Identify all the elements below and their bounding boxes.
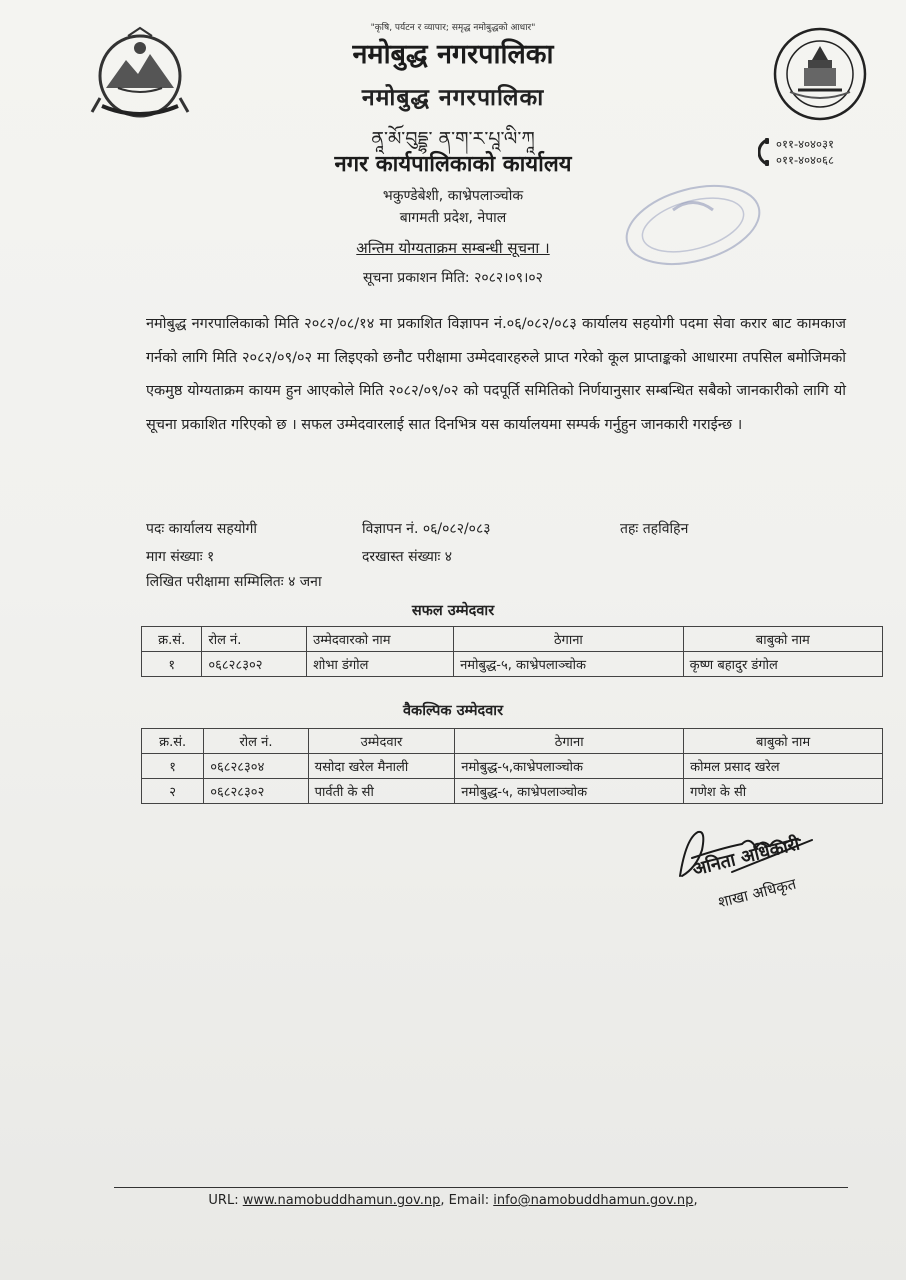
cell-roll: ०६८२८३०४ — [204, 754, 308, 779]
col-father: बाबुको नाम — [683, 627, 882, 652]
cell-father: गणेश के सी — [684, 779, 883, 804]
address-line-1: भकुण्डेबेशी, काभ्रेपलाञ्चोक — [382, 188, 524, 204]
office-title: नगर कार्यपालिकाको कार्यालय — [334, 152, 572, 177]
cell-name: शोभा डंगोल — [307, 652, 454, 677]
publish-date: सूचना प्रकाशन मिति: २०८२।०९।०२ — [363, 270, 543, 286]
col-serial: क्र.सं. — [142, 627, 202, 652]
signatory-name: अनिता अधिकारी — [690, 833, 802, 881]
cell-roll: ०६८२८३०२ — [204, 779, 308, 804]
alternate-table — [141, 728, 883, 804]
col-father: बाबुको नाम — [684, 729, 883, 754]
signatory-title: शाखा अधिकृत — [716, 874, 798, 912]
footer-url-label: URL: — [208, 1193, 243, 1208]
col-serial: क्र.सं. — [142, 729, 204, 754]
cell-father: कृष्ण बहादुर डंगोल — [683, 652, 882, 677]
cell-father: कोमल प्रसाद खरेल — [684, 754, 883, 779]
municipality-title-newari: नमोबुद्ध नगरपालिका — [361, 85, 545, 111]
post-label: पदः कार्यालय सहयोगी — [146, 521, 258, 537]
col-roll: रोल नं. — [202, 627, 307, 652]
notice-body: नमोबुद्ध नगरपालिकाको मिति २०८२/०८/१४ मा प्रकाशित विज्ञापन नं.०६/०८२/०८३ कार्यालय सहयोगी पदमा सेवा करार बाट कामकाज गर्नको लागि मिति २०८२/०९/०२ मा लिइएको छनौट परीक्षामा उम्मेदवारहरुले प्राप्त गरेको कूल प्राप्ताङ्कको आधारमा तपसिल बमोजिमको एकमुष्ठ योग्यताक्रम कायम हुन आएकोले मिति २०८२/०९/०२ को पदपूर्ति समितिको निर्णयानुसार सम्बन्धित सबैको जानकारीको लागि यो सूचना प्रकाशित गरिएको छ । सफल उम्मेदवारलाई सात दिनभित्र यस कार्यालयमा सम्पर्क गर्नुहुन जानकारी गराईन्छ । — [146, 316, 846, 433]
cell-serial: १ — [142, 754, 204, 779]
cell-address: नमोबुद्ध-५,काभ्रेपलाञ्चोक — [455, 754, 684, 779]
cell-name: पार्वती के सी — [308, 779, 455, 804]
table-row — [142, 652, 883, 677]
phone-numbers — [758, 136, 834, 168]
table-header-row — [142, 627, 883, 652]
advertisement-number: विज्ञापन नं. ०६/०८२/०८३ — [362, 521, 491, 537]
successful-table — [141, 626, 883, 677]
table-row — [142, 779, 883, 804]
cell-roll: ०६८२८३०२ — [202, 652, 307, 677]
table-header-row — [142, 729, 883, 754]
cell-address: नमोबुद्ध-५, काभ्रेपलाञ्चोक — [455, 779, 684, 804]
website-link[interactable]: www.namobuddhamun.gov.np — [242, 1193, 441, 1208]
col-address: ठेगाना — [454, 627, 684, 652]
footer-trail: , — [693, 1193, 698, 1208]
col-name: उम्मेदवारको नाम — [307, 627, 454, 652]
appeared-count: लिखित परीक्षामा सम्मिलितः ४ जना — [146, 574, 322, 590]
cell-name: यसोदा खरेल मैनाली — [308, 754, 455, 779]
address-line-2: बागमती प्रदेश, नेपाल — [399, 210, 507, 226]
col-address: ठेगाना — [455, 729, 684, 754]
municipality-title-tibetan: ནཱ་མོ་བུདྡྷ་ ན་ག་ར་པཱ་ལི་ཀཱ — [371, 128, 535, 150]
footer-email-label: , Email: — [440, 1193, 494, 1208]
notice-subject — [0, 238, 906, 258]
cell-serial: १ — [142, 652, 202, 677]
col-roll: रोल नं. — [204, 729, 308, 754]
level-label: तहः तहविहिन — [620, 521, 689, 537]
cell-serial: २ — [142, 779, 204, 804]
phone-number-2: ०११-४०४०६८ — [776, 153, 834, 167]
cell-address: नमोबुद्ध-५, काभ्रेपलाञ्चोक — [454, 652, 684, 677]
table-row — [142, 754, 883, 779]
motto-text: "कृषि, पर्यटन र व्यापार; समृद्ध नमोबुद्धको आधार" — [370, 23, 536, 33]
demand-count: माग संख्याः १ — [146, 549, 215, 565]
alternate-title: वैकल्पिक उम्मेदवार — [403, 703, 503, 719]
notice-subject-text: अन्तिम योग्यताक्रम सम्बन्धी सूचना । — [356, 239, 550, 257]
office-stamp — [618, 180, 768, 270]
email-link[interactable]: info@namobuddhamun.gov.np — [493, 1193, 694, 1208]
footer — [0, 1193, 906, 1208]
phone-number-1: ०११-४०४०३१ — [776, 137, 834, 151]
municipality-title: नमोबुद्ध नगरपालिका — [352, 39, 554, 70]
col-name: उम्मेदवार — [308, 729, 455, 754]
footer-divider — [114, 1187, 848, 1188]
successful-title: सफल उम्मेदवार — [411, 603, 495, 619]
application-count: दरखास्त संख्याः ४ — [362, 549, 453, 565]
